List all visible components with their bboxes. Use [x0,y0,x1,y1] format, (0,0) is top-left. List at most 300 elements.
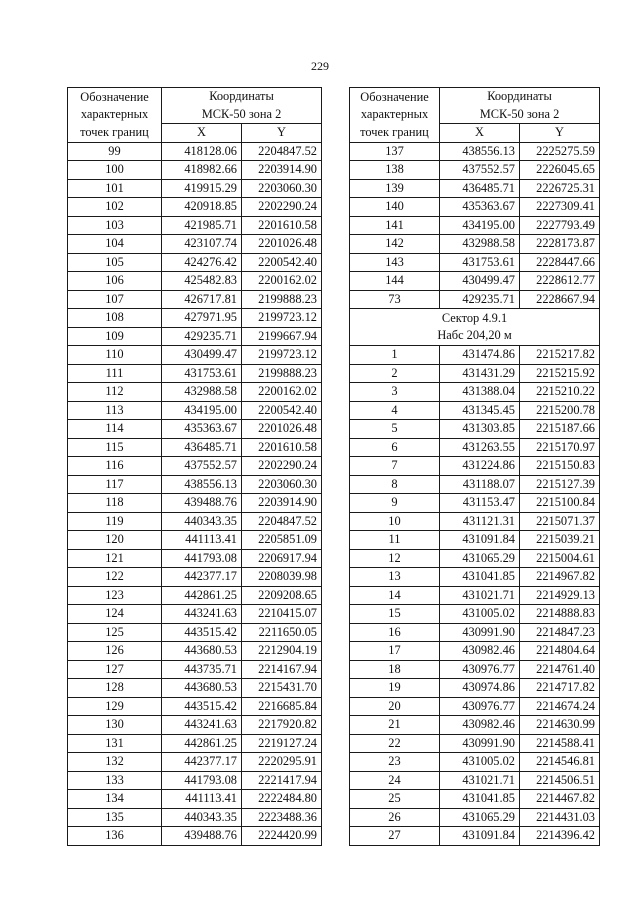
x-coordinate-cell: 431041.85 [440,568,520,587]
point-id-cell: 137 [350,142,440,161]
x-coordinate-cell: 440343.35 [162,808,242,827]
y-coordinate-cell: 2219127.24 [242,734,322,753]
point-label-line: точек границ [80,124,149,139]
table-row [350,623,600,642]
table-row [68,642,322,661]
table-row [350,383,600,402]
y-coordinate-cell: 2228173.87 [520,235,600,254]
x-coordinate-cell: 435363.67 [162,420,242,439]
table-row [68,438,322,457]
point-id-cell: 103 [68,216,162,235]
y-coordinate-cell: 2209208.65 [242,586,322,605]
sector-heading-row [350,309,600,346]
x-coordinate-cell: 430982.46 [440,716,520,735]
table-row [350,642,600,661]
point-id-cell: 141 [350,216,440,235]
point-id-cell: 104 [68,235,162,254]
table-row [350,235,600,254]
x-coordinate-cell: 434195.00 [162,401,242,420]
table-row [68,346,322,365]
point-id-cell: 121 [68,549,162,568]
y-coordinate-cell: 2205851.09 [242,531,322,550]
y-coordinate-cell: 2202290.24 [242,198,322,217]
table-row [350,531,600,550]
table-row [350,253,600,272]
y-coordinate-cell: 2216685.84 [242,697,322,716]
x-coordinate-cell: 418982.66 [162,161,242,180]
sector-heading-body [350,309,600,346]
table-row [68,383,322,402]
y-coordinate-cell: 2214929.13 [520,586,600,605]
x-coordinate-cell: 421985.71 [162,216,242,235]
y-column-header: Y [242,124,322,143]
point-id-cell: 131 [68,734,162,753]
point-label-line: характерных [360,107,429,121]
y-coordinate-cell: 2223488.36 [242,808,322,827]
x-coordinate-cell: 441113.41 [162,790,242,809]
y-coordinate-cell: 2214888.83 [520,605,600,624]
point-id-cell: 128 [68,679,162,698]
x-coordinate-cell: 442861.25 [162,734,242,753]
y-column-header: Y [520,124,600,143]
y-coordinate-cell: 2201026.48 [242,420,322,439]
point-id-cell: 105 [68,253,162,272]
y-coordinate-cell: 2215187.66 [520,420,600,439]
x-coordinate-cell: 442377.17 [162,753,242,772]
table-row [350,161,600,180]
x-coordinate-cell: 435363.67 [440,198,520,217]
x-coordinate-cell: 436485.71 [440,179,520,198]
x-coordinate-cell: 424276.42 [162,253,242,272]
table-row [68,327,322,346]
y-coordinate-cell: 2200542.40 [242,253,322,272]
point-id-cell: 118 [68,494,162,513]
table-row [68,623,322,642]
point-id-cell: 21 [350,716,440,735]
table-row [68,549,322,568]
point-id-cell: 136 [68,827,162,846]
table-row [68,494,322,513]
table-row [68,364,322,383]
table-row [68,531,322,550]
x-coordinate-cell: 439488.76 [162,827,242,846]
x-coordinate-cell: 429235.71 [440,290,520,309]
point-id-cell: 8 [350,475,440,494]
table-row [350,179,600,198]
x-coordinate-cell: 441793.08 [162,549,242,568]
point-id-cell: 142 [350,235,440,254]
point-id-cell: 120 [68,531,162,550]
table-row [68,827,322,846]
x-coordinate-cell: 430991.90 [440,623,520,642]
y-coordinate-cell: 2199888.23 [242,364,322,383]
y-coordinate-cell: 2226725.31 [520,179,600,198]
table-row [68,512,322,531]
y-coordinate-cell: 2215170.97 [520,438,600,457]
y-coordinate-cell: 2222484.80 [242,790,322,809]
table-row [68,771,322,790]
point-id-cell: 127 [68,660,162,679]
coordinates-table-right [349,87,600,846]
table-row [68,142,322,161]
table-row [350,457,600,476]
x-coordinate-cell: 431188.07 [440,475,520,494]
x-coordinate-cell: 439488.76 [162,494,242,513]
point-id-cell: 138 [350,161,440,180]
point-id-cell: 73 [350,290,440,309]
x-coordinate-cell: 430499.47 [440,272,520,291]
point-id-cell: 119 [68,512,162,531]
page-number: 229 [311,59,329,73]
point-id-cell: 1 [350,346,440,365]
y-coordinate-cell: 2215150.83 [520,457,600,476]
point-label-line: характерных [80,107,149,121]
table-row [350,790,600,809]
y-coordinate-cell: 2214967.82 [520,568,600,587]
table-row [350,401,600,420]
point-id-cell: 110 [68,346,162,365]
y-coordinate-cell: 2215431.70 [242,679,322,698]
point-id-cell: 108 [68,309,162,328]
x-coordinate-cell: 431753.61 [162,364,242,383]
y-coordinate-cell: 2215039.21 [520,531,600,550]
y-coordinate-cell: 2199667.94 [242,327,322,346]
coords-label-line: МСК-50 зона 2 [479,106,560,121]
y-coordinate-cell: 2203060.30 [242,475,322,494]
x-coordinate-cell: 431345.45 [440,401,520,420]
point-id-cell: 17 [350,642,440,661]
y-coordinate-cell: 2201026.48 [242,235,322,254]
table-row [68,309,322,328]
point-id-cell: 115 [68,438,162,457]
y-coordinate-cell: 2215215.92 [520,364,600,383]
point-id-cell: 107 [68,290,162,309]
x-coordinate-cell: 431021.71 [440,771,520,790]
point-id-cell: 125 [68,623,162,642]
y-coordinate-cell: 2204847.52 [242,142,322,161]
point-id-cell: 99 [68,142,162,161]
table-row [350,605,600,624]
y-coordinate-cell: 2227309.41 [520,198,600,217]
x-coordinate-cell: 430499.47 [162,346,242,365]
y-coordinate-cell: 2214761.40 [520,660,600,679]
y-coordinate-cell: 2199723.12 [242,309,322,328]
point-id-cell: 102 [68,198,162,217]
table-row [350,697,600,716]
x-coordinate-cell: 441113.41 [162,531,242,550]
table-row [68,808,322,827]
x-coordinate-cell: 432988.58 [162,383,242,402]
y-coordinate-cell: 2214630.99 [520,716,600,735]
point-id-cell: 16 [350,623,440,642]
x-coordinate-cell: 434195.00 [440,216,520,235]
x-coordinate-cell: 431091.84 [440,827,520,846]
point-id-cell: 139 [350,179,440,198]
point-id-cell: 122 [68,568,162,587]
x-coordinate-cell: 441793.08 [162,771,242,790]
table-row [68,161,322,180]
x-coordinate-cell: 442861.25 [162,586,242,605]
y-coordinate-cell: 2215100.84 [520,494,600,513]
table-row [350,827,600,846]
table-row [68,586,322,605]
point-id-cell: 101 [68,179,162,198]
x-coordinate-cell: 426717.81 [162,290,242,309]
x-coordinate-cell: 443680.53 [162,679,242,698]
table-row [350,586,600,605]
point-id-cell: 144 [350,272,440,291]
x-coordinate-cell: 431005.02 [440,605,520,624]
x-coordinate-cell: 431474.86 [440,346,520,365]
coordinates-table-left [67,87,322,846]
y-coordinate-cell: 2200162.02 [242,383,322,402]
x-coordinate-cell: 430976.77 [440,660,520,679]
y-coordinate-cell: 2199723.12 [242,346,322,365]
x-coordinate-cell: 430982.46 [440,642,520,661]
point-id-cell: 14 [350,586,440,605]
x-coordinate-cell: 431431.29 [440,364,520,383]
table-row [68,420,322,439]
y-coordinate-cell: 2203914.90 [242,494,322,513]
table-row [68,475,322,494]
y-coordinate-cell: 2201610.58 [242,438,322,457]
y-coordinate-cell: 2227793.49 [520,216,600,235]
point-id-cell: 143 [350,253,440,272]
table-row [350,420,600,439]
point-id-cell: 5 [350,420,440,439]
coords-label-line: МСК-50 зона 2 [201,106,282,121]
x-coordinate-cell: 431303.85 [440,420,520,439]
x-coordinate-cell: 431041.85 [440,790,520,809]
y-coordinate-cell: 2214546.81 [520,753,600,772]
table-row [350,771,600,790]
x-coordinate-cell: 431065.29 [440,549,520,568]
point-id-cell: 15 [350,605,440,624]
x-coordinate-cell: 437552.57 [440,161,520,180]
table-row [68,679,322,698]
table-row [350,216,600,235]
table-row [350,475,600,494]
point-id-cell: 130 [68,716,162,735]
point-id-cell: 113 [68,401,162,420]
y-coordinate-cell: 2211650.05 [242,623,322,642]
table-row [68,179,322,198]
x-coordinate-cell: 431224.86 [440,457,520,476]
point-id-cell: 22 [350,734,440,753]
point-id-cell: 25 [350,790,440,809]
y-coordinate-cell: 2215210.22 [520,383,600,402]
y-coordinate-cell: 2214396.42 [520,827,600,846]
x-coordinate-cell: 430974.86 [440,679,520,698]
x-coordinate-cell: 443735.71 [162,660,242,679]
x-coordinate-cell: 423107.74 [162,235,242,254]
point-id-cell: 18 [350,660,440,679]
y-coordinate-cell: 2214717.82 [520,679,600,698]
point-id-cell: 20 [350,697,440,716]
y-coordinate-cell: 2215217.82 [520,346,600,365]
table-row [68,457,322,476]
x-coordinate-cell: 437552.57 [162,457,242,476]
table-row [68,272,322,291]
table-row [68,235,322,254]
y-coordinate-cell: 2228612.77 [520,272,600,291]
y-coordinate-cell: 2228667.94 [520,290,600,309]
table-row [68,753,322,772]
point-id-cell: 116 [68,457,162,476]
point-id-cell: 26 [350,808,440,827]
table-row [68,568,322,587]
x-coordinate-cell: 431263.55 [440,438,520,457]
point-id-cell: 9 [350,494,440,513]
x-coordinate-cell: 427971.95 [162,309,242,328]
x-coordinate-cell: 440343.35 [162,512,242,531]
y-coordinate-cell: 2206917.94 [242,549,322,568]
table-row [68,216,322,235]
point-id-cell: 10 [350,512,440,531]
y-coordinate-cell: 2224420.99 [242,827,322,846]
point-id-cell: 100 [68,161,162,180]
point-label-line: Обозначение [80,89,149,104]
coords-label-line: Координаты [487,89,552,103]
x-coordinate-cell: 443515.42 [162,623,242,642]
point-id-cell: 12 [350,549,440,568]
table-row [68,198,322,217]
coords-label-header [440,88,600,124]
table-row [350,198,600,217]
table-row [68,790,322,809]
y-coordinate-cell: 2212904.19 [242,642,322,661]
y-coordinate-cell: 2210415.07 [242,605,322,624]
point-id-cell: 140 [350,198,440,217]
y-coordinate-cell: 2228447.66 [520,253,600,272]
x-coordinate-cell: 438556.13 [162,475,242,494]
table-row [350,272,600,291]
point-id-cell: 2 [350,364,440,383]
point-id-cell: 126 [68,642,162,661]
y-coordinate-cell: 2214674.24 [520,697,600,716]
table-row [68,734,322,753]
y-coordinate-cell: 2220295.91 [242,753,322,772]
sector-title: Сектор 4.9.1 [441,310,508,325]
y-coordinate-cell: 2214506.51 [520,771,600,790]
table-row [68,660,322,679]
right-table-body-bottom [350,346,600,846]
right-table-body-top [350,142,600,309]
x-coordinate-cell: 419915.29 [162,179,242,198]
y-coordinate-cell: 2200162.02 [242,272,322,291]
x-coordinate-cell: 431091.84 [440,531,520,550]
table-row [68,253,322,272]
y-coordinate-cell: 2214847.23 [520,623,600,642]
table-row [350,512,600,531]
point-id-cell: 4 [350,401,440,420]
point-id-cell: 6 [350,438,440,457]
point-id-cell: 106 [68,272,162,291]
y-coordinate-cell: 2225275.59 [520,142,600,161]
point-id-cell: 114 [68,420,162,439]
point-label-line: точек границ [360,124,429,139]
x-coordinate-cell: 431388.04 [440,383,520,402]
left-table-body [68,142,322,845]
sector-heading [350,309,600,346]
point-id-cell: 109 [68,327,162,346]
table-row [68,716,322,735]
x-coordinate-cell: 430976.77 [440,697,520,716]
y-coordinate-cell: 2214167.94 [242,660,322,679]
sector-height: Набс 204,20 м [437,328,512,342]
table-row [350,734,600,753]
x-coordinate-cell: 443515.42 [162,697,242,716]
point-id-cell: 135 [68,808,162,827]
point-id-cell: 123 [68,586,162,605]
table-row [350,142,600,161]
y-coordinate-cell: 2204847.52 [242,512,322,531]
x-coordinate-cell: 431005.02 [440,753,520,772]
table-row [350,753,600,772]
table-row [350,679,600,698]
point-id-cell: 23 [350,753,440,772]
x-coordinate-cell: 431021.71 [440,586,520,605]
point-id-cell: 13 [350,568,440,587]
table-row [350,364,600,383]
y-coordinate-cell: 2203914.90 [242,161,322,180]
point-label-header [350,88,440,143]
table-row [350,808,600,827]
y-coordinate-cell: 2201610.58 [242,216,322,235]
point-id-cell: 132 [68,753,162,772]
x-coordinate-cell: 438556.13 [440,142,520,161]
x-coordinate-cell: 442377.17 [162,568,242,587]
y-coordinate-cell: 2215071.37 [520,512,600,531]
x-column-header: X [162,124,242,143]
y-coordinate-cell: 2226045.65 [520,161,600,180]
point-id-cell: 24 [350,771,440,790]
x-coordinate-cell: 432988.58 [440,235,520,254]
y-coordinate-cell: 2215127.39 [520,475,600,494]
table-row [350,549,600,568]
point-id-cell: 11 [350,531,440,550]
x-coordinate-cell: 425482.83 [162,272,242,291]
x-coordinate-cell: 431153.47 [440,494,520,513]
x-coordinate-cell: 443241.63 [162,716,242,735]
point-label-line: Обозначение [360,89,429,104]
point-id-cell: 124 [68,605,162,624]
y-coordinate-cell: 2217920.82 [242,716,322,735]
table-row [68,697,322,716]
coords-label-line: Координаты [209,89,274,103]
point-id-cell: 117 [68,475,162,494]
x-coordinate-cell: 443241.63 [162,605,242,624]
x-coordinate-cell: 431753.61 [440,253,520,272]
y-coordinate-cell: 2215004.61 [520,549,600,568]
y-coordinate-cell: 2214804.64 [520,642,600,661]
table-row [350,568,600,587]
point-id-cell: 27 [350,827,440,846]
point-label-header [68,88,162,143]
table-row [350,494,600,513]
x-coordinate-cell: 430991.90 [440,734,520,753]
table-row [68,605,322,624]
y-coordinate-cell: 2208039.98 [242,568,322,587]
y-coordinate-cell: 2203060.30 [242,179,322,198]
y-coordinate-cell: 2214431.03 [520,808,600,827]
x-column-header: X [440,124,520,143]
table-row [350,660,600,679]
x-coordinate-cell: 429235.71 [162,327,242,346]
table-row [350,346,600,365]
table-row [350,290,600,309]
x-coordinate-cell: 418128.06 [162,142,242,161]
